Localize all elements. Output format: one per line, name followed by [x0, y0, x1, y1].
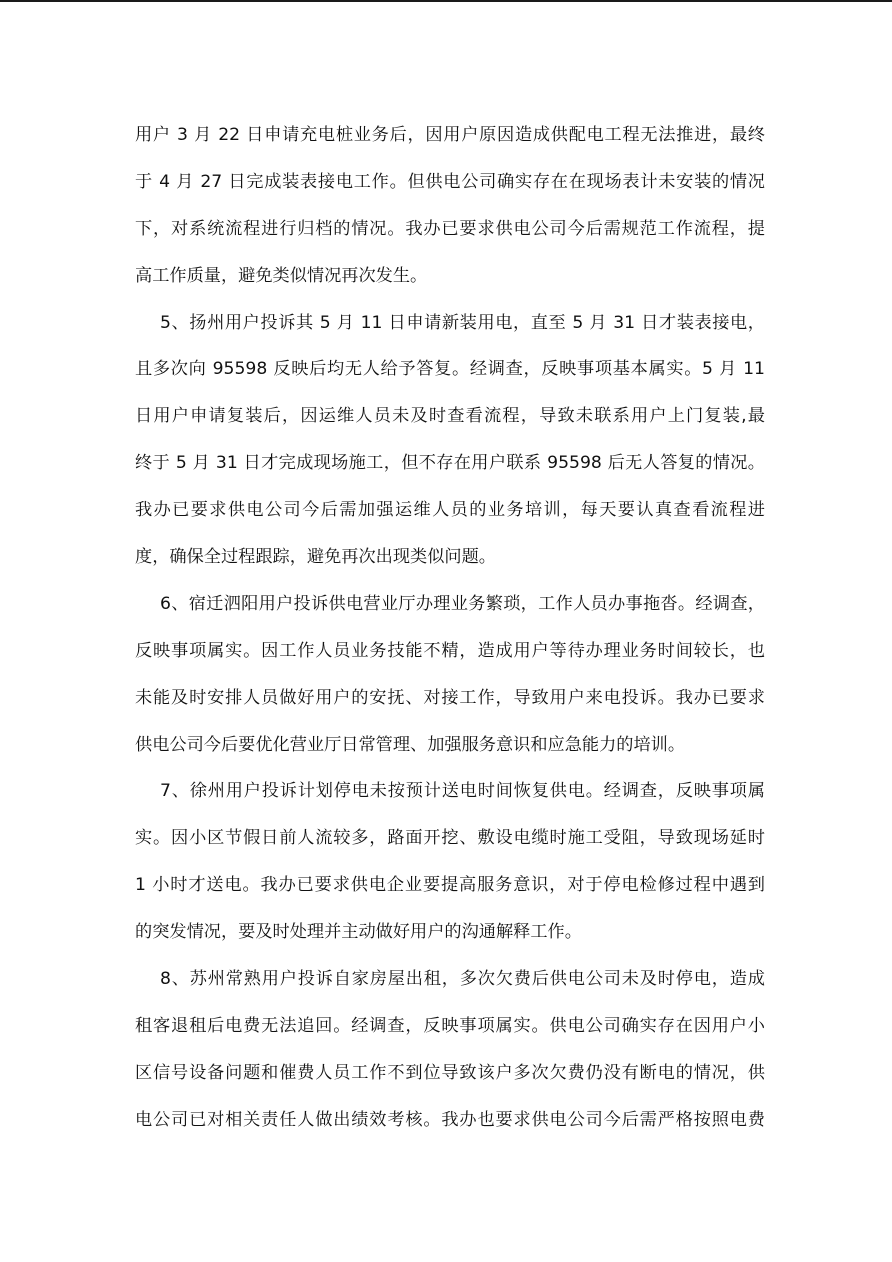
text-line: 供电公司今后要优化营业厅日常管理、加强服务意识和应急能力的培训。 — [135, 734, 686, 755]
text-line: 且多次向 95598 反映后均无人给予答复。经调查，反映事项基本属实。5 月 11 — [135, 359, 765, 380]
text-line: 未能及时安排人员做好用户的安抚、对接工作，导致用户来电投诉。我办已要求 — [135, 687, 765, 708]
text-line: 下，对系统流程进行归档的情况。我办已要求供电公司今后需规范工作流程，提 — [135, 218, 765, 239]
text-line: 区信号设备问题和催费人员工作不到位导致该户多次欠费仍没有断电的情况，供 — [135, 1062, 765, 1083]
text-line: 我办已要求供电公司今后需加强运维人员的业务培训，每天要认真查看流程进 — [135, 500, 765, 521]
text-line: 日用户申请复装后，因运维人员未及时查看流程，导致未联系用户上门复装,最 — [135, 406, 765, 427]
text-line: 实。因小区节假日前人流较多，路面开挖、敷设电缆时施工受阻，导致现场延时 — [135, 828, 765, 849]
page-top-rule — [0, 0, 892, 2]
text-line: 度，确保全过程跟踪，避免再次出现类似问题。 — [135, 547, 496, 568]
document-body — [135, 112, 765, 1144]
text-line: 用户 3 月 22 日申请充电桩业务后，因用户原因造成供配电工程无法推进，最终 — [135, 125, 765, 145]
paragraph-8-first-line: 8、苏州常熟用户投诉自家房屋出租，多次欠费后供电公司未及时停电，造成 — [160, 969, 765, 990]
text-line: 终于 5 月 31 日才完成现场施工，但不存在用户联系 95598 后无人答复的情况。 — [135, 453, 765, 474]
text-line: 高工作质量，避免类似情况再次发生。 — [135, 265, 428, 286]
text-line: 1 小时才送电。我办已要求供电企业要提高服务意识，对于停电检修过程中遇到 — [135, 875, 765, 896]
paragraph-6-first-line: 6、宿迁泗阳用户投诉供电营业厅办理业务繁琐，工作人员办事拖沓。经调查， — [160, 593, 765, 614]
text-line: 于 4 月 27 日完成装表接电工作。但供电公司确实存在在现场表计未安装的情况 — [135, 171, 765, 192]
paragraph-7-first-line: 7、徐州用户投诉计划停电未按预计送电时间恢复供电。经调查，反映事项属 — [160, 781, 765, 802]
text-line: 电公司已对相关责任人做出绩效考核。我办也要求供电公司今后需严格按照电费 — [135, 1109, 765, 1130]
paragraph-5-first-line: 5、扬州用户投诉其 5 月 11 日申请新装用电，直至 5 月 31 日才装表接电， — [160, 312, 765, 333]
text-line: 反映事项属实。因工作人员业务技能不精，造成用户等待办理业务时间较长，也 — [135, 640, 765, 661]
text-line: 租客退租后电费无法追回。经调查，反映事项属实。供电公司确实存在因用户小 — [135, 1015, 765, 1036]
text-line: 的突发情况，要及时处理并主动做好用户的沟通解释工作。 — [135, 922, 582, 943]
